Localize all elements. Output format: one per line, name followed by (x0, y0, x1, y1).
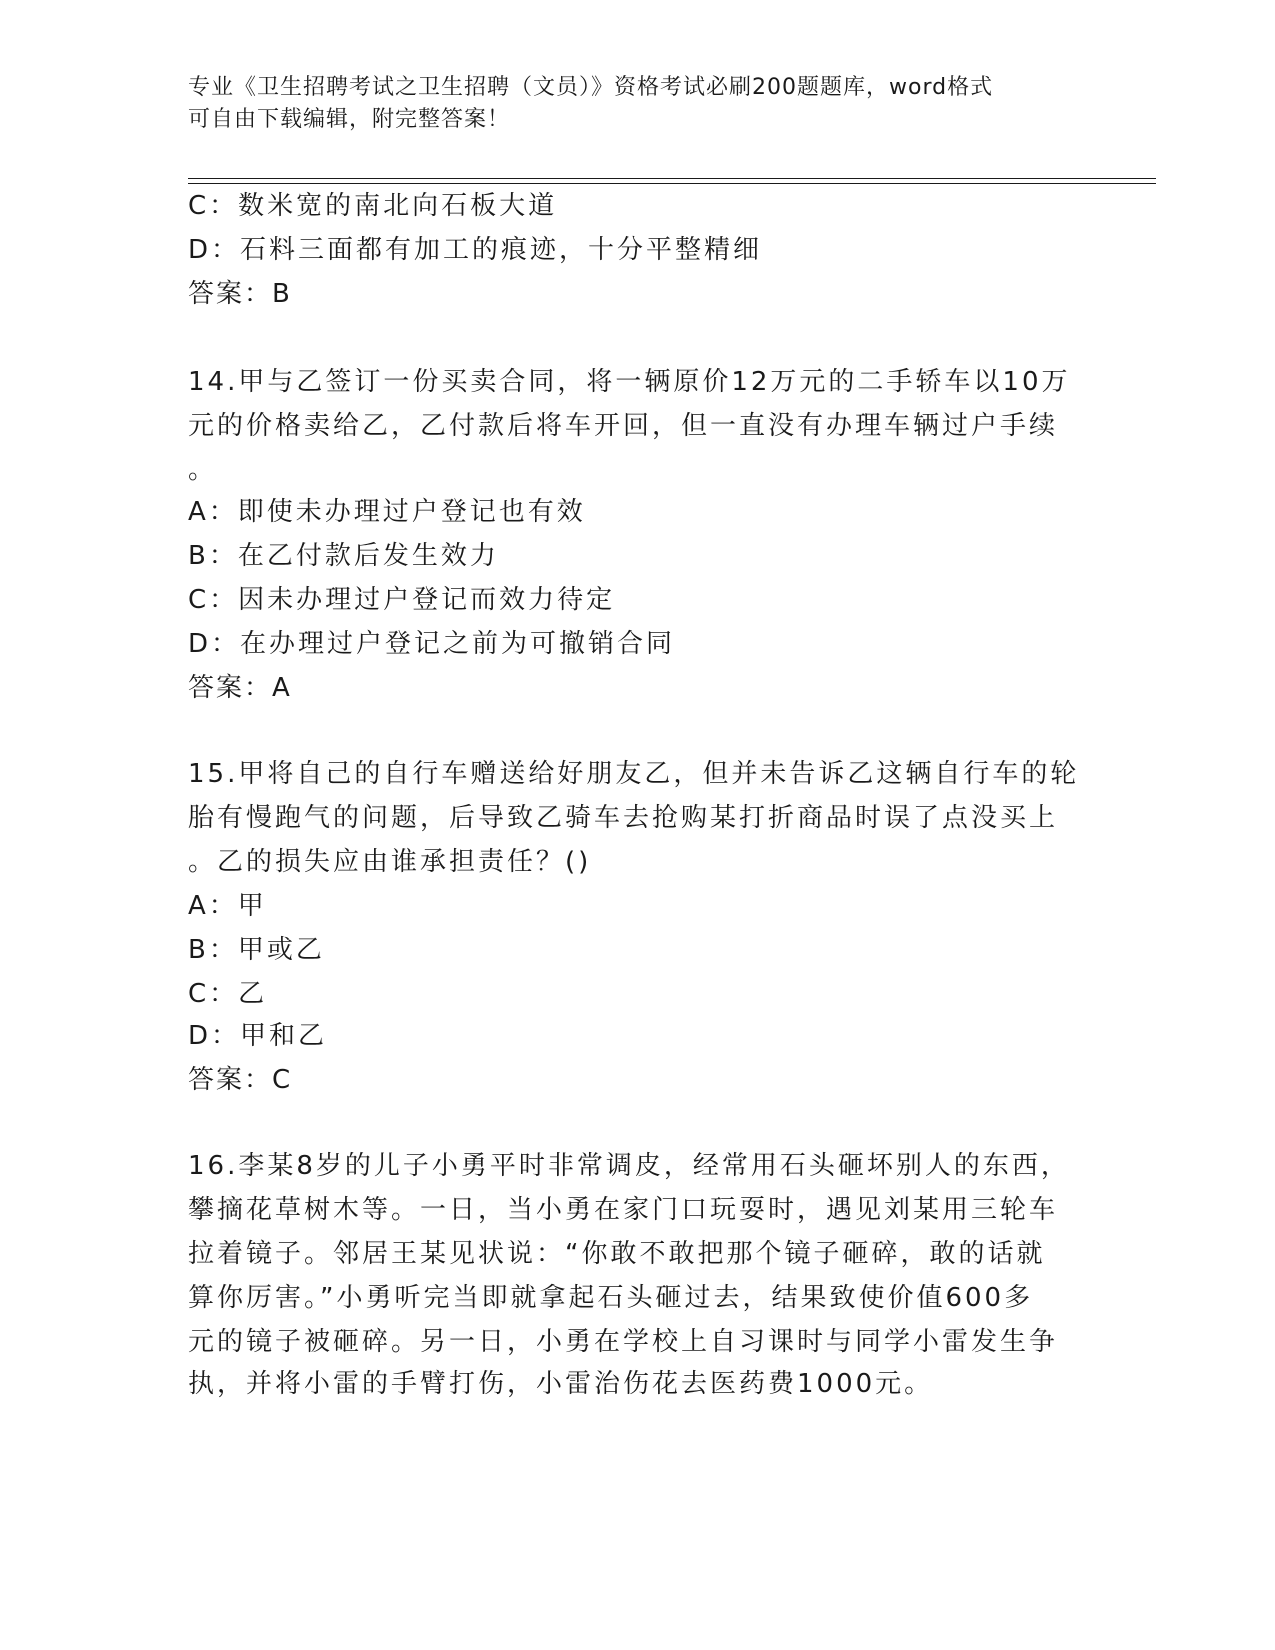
q13-answer: 答案：B (188, 279, 292, 309)
q16-stem-line-4: 算你厉害。”小勇听完当即就拿起石头砸过去，结果致使价值600多 (188, 1283, 1034, 1313)
header-rule-top (188, 178, 1156, 179)
header-rule-bottom (188, 183, 1156, 184)
q14-stem-line-3: 。 (188, 455, 218, 485)
q16-stem-line-3: 拉着镜子。邻居王某见状说：“你敢不敢把那个镜子砸碎，敢的话就 (188, 1239, 1046, 1269)
q14-option-a: A：即使未办理过户登记也有效 (188, 497, 586, 527)
q14-option-b: B：在乙付款后发生效力 (188, 541, 499, 571)
q14-stem-line-1: 14.甲与乙签订一份买卖合同，将一辆原价12万元的二手轿车以10万 (188, 367, 1071, 397)
q15-option-c: C：乙 (188, 979, 268, 1009)
q15-option-d: D：甲和乙 (188, 1021, 328, 1051)
q16-stem-line-2: 攀摘花草树木等。一日，当小勇在家门口玩耍时，遇见刘某用三轮车 (188, 1195, 1059, 1225)
q15-stem-line-1: 15.甲将自己的自行车赠送给好朋友乙，但并未告诉乙这辆自行车的轮 (188, 759, 1080, 789)
q16-stem-line-6: 执，并将小雷的手臂打伤，小雷治伤花去医药费1000元。 (188, 1369, 934, 1399)
header-line-2: 可自由下载编辑，附完整答案！ (188, 107, 511, 132)
q15-option-b: B：甲或乙 (188, 935, 325, 965)
q14-option-c: C：因未办理过户登记而效力待定 (188, 585, 616, 615)
q13-option-d: D：石料三面都有加工的痕迹，十分平整精细 (188, 235, 763, 265)
q14-stem-line-2: 元的价格卖给乙，乙付款后将车开回，但一直没有办理车辆过户手续 (188, 411, 1059, 441)
q15-stem-line-2: 胎有慢跑气的问题，后导致乙骑车去抢购某打折商品时误了点没买上 (188, 803, 1059, 833)
q16-stem-line-1: 16.李某8岁的儿子小勇平时非常调皮，经常用石头砸坏别人的东西， (188, 1151, 1070, 1181)
q15-stem-line-3: 。乙的损失应由谁承担责任？() (188, 847, 592, 877)
header-line-1: 专业《卫生招聘考试之卫生招聘（文员）》资格考试必刷200题题库，word格式 (188, 75, 994, 100)
q14-answer: 答案：A (188, 673, 292, 703)
q13-option-c: C：数米宽的南北向石板大道 (188, 191, 558, 221)
q16-stem-line-5: 元的镜子被砸碎。另一日，小勇在学校上自习课时与同学小雷发生争 (188, 1327, 1059, 1357)
q15-answer: 答案：C (188, 1065, 293, 1095)
q15-option-a: A：甲 (188, 891, 267, 921)
q14-option-d: D：在办理过户登记之前为可撤销合同 (188, 629, 676, 659)
page-header (188, 72, 1088, 136)
